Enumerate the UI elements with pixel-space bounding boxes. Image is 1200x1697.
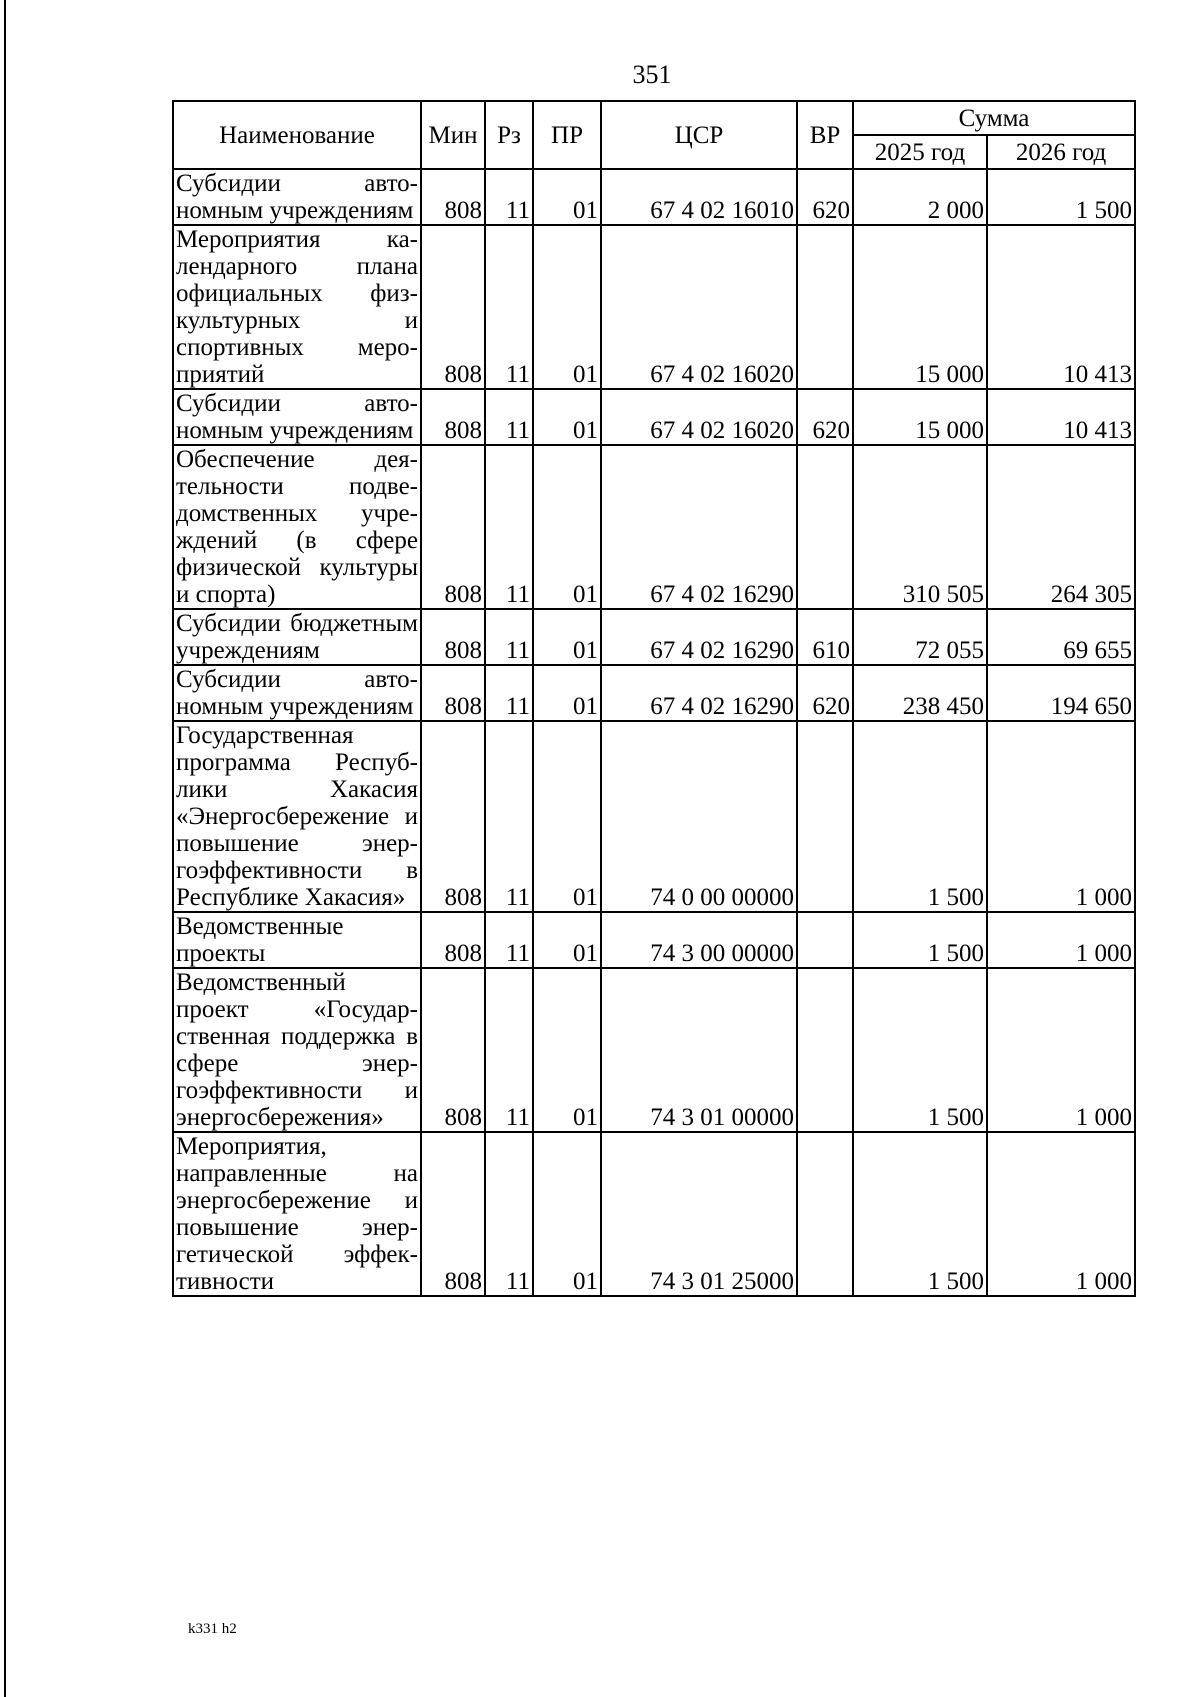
row-name: Субсидии автономным учреждениям <box>173 665 421 721</box>
row-min: 808 <box>421 912 485 968</box>
table-header <box>173 101 1135 169</box>
table-row <box>173 721 1135 912</box>
row-vr <box>797 912 853 968</box>
row-vr: 610 <box>797 609 853 665</box>
table-body <box>173 169 1135 1296</box>
row-amount-2026: 264 305 <box>987 445 1135 609</box>
header-sum: Сумма <box>853 101 1135 135</box>
footer-code: k331 h2 <box>188 1621 237 1637</box>
row-name: Мероприятия календарного плана официальных физкультурных и спортивных мероприятий <box>173 225 421 389</box>
row-rz: 11 <box>485 968 533 1132</box>
row-amount-2025: 15 000 <box>853 389 987 445</box>
row-min: 808 <box>421 721 485 912</box>
header-year-2025: 2025 год <box>853 135 987 169</box>
row-min: 808 <box>421 665 485 721</box>
row-amount-2025: 1 500 <box>853 721 987 912</box>
row-vr: 620 <box>797 389 853 445</box>
row-amount-2026: 1 000 <box>987 912 1135 968</box>
row-pr: 01 <box>533 389 601 445</box>
row-amount-2026: 10 413 <box>987 389 1135 445</box>
header-min: Мин <box>421 101 485 169</box>
row-csr: 74 3 01 25000 <box>601 1132 797 1296</box>
table-row <box>173 1132 1135 1296</box>
row-rz: 11 <box>485 169 533 225</box>
row-rz: 11 <box>485 445 533 609</box>
row-name: Мероприятия, направленные на энергосбережение и повышение энергетической эффективности <box>173 1132 421 1296</box>
row-vr: 620 <box>797 665 853 721</box>
row-pr: 01 <box>533 721 601 912</box>
row-pr: 01 <box>533 912 601 968</box>
row-csr: 67 4 02 16010 <box>601 169 797 225</box>
table-row <box>173 389 1135 445</box>
row-amount-2026: 69 655 <box>987 609 1135 665</box>
row-min: 808 <box>421 225 485 389</box>
row-rz: 11 <box>485 389 533 445</box>
row-rz: 11 <box>485 609 533 665</box>
row-amount-2026: 10 413 <box>987 225 1135 389</box>
row-amount-2026: 1 000 <box>987 1132 1135 1296</box>
row-pr: 01 <box>533 1132 601 1296</box>
row-vr: 620 <box>797 169 853 225</box>
row-csr: 74 3 01 00000 <box>601 968 797 1132</box>
row-vr <box>797 225 853 389</box>
header-year-2026: 2026 год <box>987 135 1135 169</box>
header-pr: ПР <box>533 101 601 169</box>
row-amount-2025: 238 450 <box>853 665 987 721</box>
row-min: 808 <box>421 1132 485 1296</box>
row-vr <box>797 968 853 1132</box>
table-row <box>173 169 1135 225</box>
row-csr: 67 4 02 16290 <box>601 445 797 609</box>
table-row <box>173 912 1135 968</box>
row-rz: 11 <box>485 1132 533 1296</box>
row-name: Обеспечение деятельности подведомственных учреждений (в сфере физической культуры и спорта) <box>173 445 421 609</box>
row-name: Государственная программа Республики Хакасия «Энергосбережение и повышение энергоэффективности в Республике Хакасия» <box>173 721 421 912</box>
header-name: Наименование <box>173 101 421 169</box>
row-pr: 01 <box>533 169 601 225</box>
row-min: 808 <box>421 169 485 225</box>
row-pr: 01 <box>533 968 601 1132</box>
row-rz: 11 <box>485 721 533 912</box>
row-vr <box>797 721 853 912</box>
row-pr: 01 <box>533 445 601 609</box>
row-pr: 01 <box>533 225 601 389</box>
row-pr: 01 <box>533 665 601 721</box>
row-name: Ведомственный проект «Государственная поддержка в сфере энергоэффективности и энергосбережения» <box>173 968 421 1132</box>
row-csr: 67 4 02 16290 <box>601 665 797 721</box>
row-amount-2026: 1 000 <box>987 968 1135 1132</box>
table-row <box>173 609 1135 665</box>
table-row <box>173 665 1135 721</box>
table-row <box>173 225 1135 389</box>
row-rz: 11 <box>485 225 533 389</box>
row-amount-2026: 1 000 <box>987 721 1135 912</box>
row-vr <box>797 445 853 609</box>
row-min: 808 <box>421 968 485 1132</box>
row-amount-2025: 1 500 <box>853 968 987 1132</box>
row-name: Субсидии автономным учреждениям <box>173 389 421 445</box>
row-name: Ведомственные проекты <box>173 912 421 968</box>
row-csr: 67 4 02 16020 <box>601 225 797 389</box>
row-amount-2026: 194 650 <box>987 665 1135 721</box>
row-vr <box>797 1132 853 1296</box>
row-name: Субсидии автономным учреждениям <box>173 169 421 225</box>
header-vr: ВР <box>797 101 853 169</box>
row-rz: 11 <box>485 912 533 968</box>
row-amount-2025: 310 505 <box>853 445 987 609</box>
row-csr: 74 0 00 00000 <box>601 721 797 912</box>
row-amount-2025: 72 055 <box>853 609 987 665</box>
row-amount-2025: 15 000 <box>853 225 987 389</box>
row-csr: 67 4 02 16290 <box>601 609 797 665</box>
header-csr: ЦСР <box>601 101 797 169</box>
row-csr: 67 4 02 16020 <box>601 389 797 445</box>
row-min: 808 <box>421 609 485 665</box>
row-csr: 74 3 00 00000 <box>601 912 797 968</box>
row-amount-2026: 1 500 <box>987 169 1135 225</box>
row-pr: 01 <box>533 609 601 665</box>
page-number: 351 <box>632 60 672 89</box>
budget-table <box>172 100 1136 1297</box>
row-amount-2025: 1 500 <box>853 912 987 968</box>
page-edge-line <box>4 0 6 1697</box>
table-row <box>173 445 1135 609</box>
row-rz: 11 <box>485 665 533 721</box>
table-row <box>173 968 1135 1132</box>
row-min: 808 <box>421 445 485 609</box>
header-rz: Рз <box>485 101 533 169</box>
row-amount-2025: 2 000 <box>853 169 987 225</box>
row-min: 808 <box>421 389 485 445</box>
row-name: Субсидии бюджетным учреждениям <box>173 609 421 665</box>
row-amount-2025: 1 500 <box>853 1132 987 1296</box>
